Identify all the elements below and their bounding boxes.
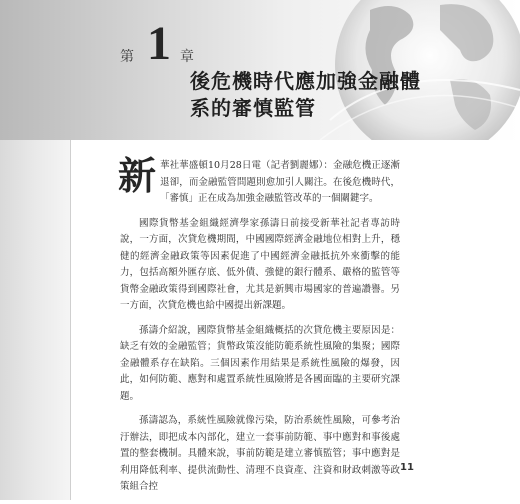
- chapter-prefix: 第: [120, 49, 134, 65]
- chapter-number: 1: [147, 17, 171, 70]
- paragraph-1: [118, 154, 400, 208]
- drop-cap: 新: [118, 154, 157, 198]
- paragraph-3: 孫濤介紹說，國際貨幣基金組織概括的次貸危機主要原因是：缺乏有效的金融監管；貨幣政策沒能防範系統性風險的集聚；國際金融體系存在缺陷。三個因素作用結果是系統性風險的爆發，因此，如何防範、應對和處置系統性風險將是各國面臨的主要研究課題。: [120, 324, 400, 402]
- paragraph-2: 國際貨幣基金組織經濟學家孫濤日前接受新華社記者專訪時說，一方面，次貸危機期間，中國國際經濟金融地位相對上升，穩健的經濟金融政策等因素促進了中國經濟金融抵抗外來衝擊的能力，包括高額外匯存底、低外債、強健的銀行體系、嚴格的監管等貨幣金融政策得到國際社會，尤其是新興市場國家的普遍讚譽。另一方面，次貸危機也給中國提出新課題。: [120, 217, 400, 311]
- page-number: 11: [400, 462, 414, 473]
- paragraph-4: 孫濤認為，系統性風險就像污染，防治系統性風險，可參考治汙辦法，即把成本內部化，建立一套事前防範、事中應對和事後處置的整套機制。具體來說，事前防範是建立審慎監管；事中應對是利用降低利率、提供流動性、清理不良資產、注資和財政刺激等政策組合控: [120, 415, 400, 492]
- chapter-title-line-1: 後危機時代應加強金融體: [190, 69, 421, 93]
- chapter-title-line-2: 系的審慎監管: [190, 96, 316, 120]
- chapter-suffix: 章: [180, 49, 194, 65]
- page-edge-band: [0, 140, 70, 500]
- chapter-banner: [0, 0, 520, 140]
- body-text: [118, 154, 400, 504]
- chapter-title: [190, 68, 480, 122]
- paragraph-1-text: 華社華盛頓10月28日電（記者劉麗娜）：金融危機正逐漸退卻，而金融監管問題則愈加引人關注。在後危機時代，「審慎」正在成為加強金融監管改革的一個關鍵字。: [160, 160, 400, 204]
- page-edge-divider: [70, 140, 71, 500]
